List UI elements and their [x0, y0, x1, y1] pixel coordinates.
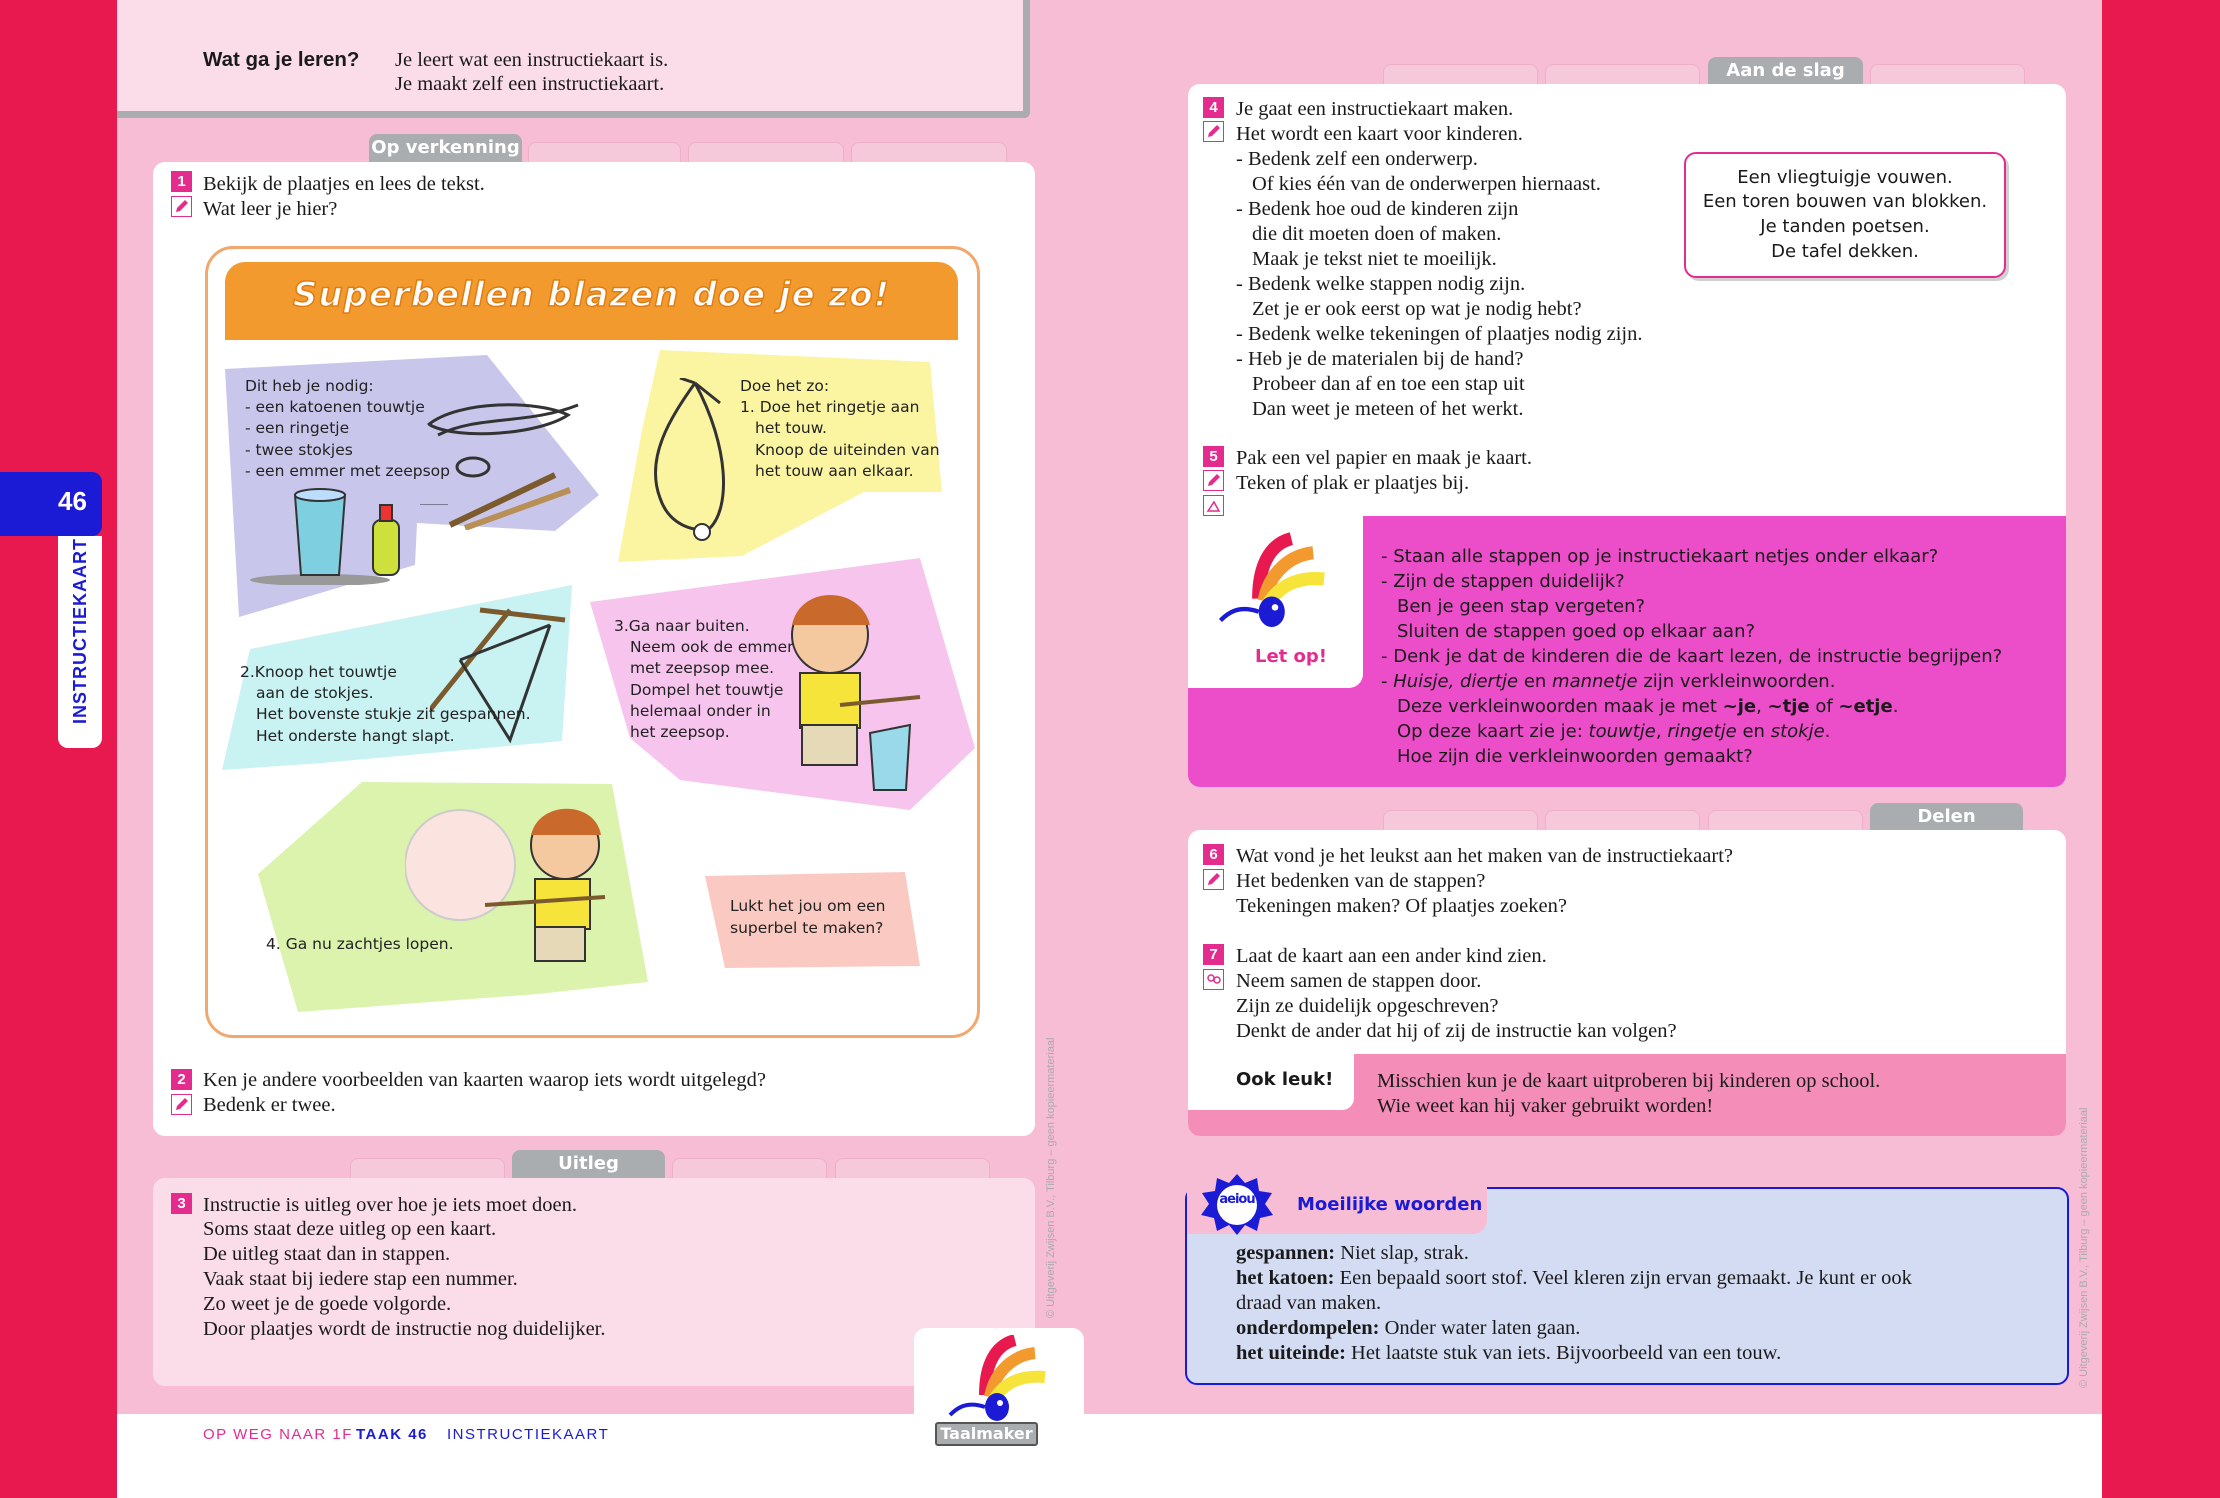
boy-walking-illustration	[405, 795, 635, 995]
word-def: Het laatste stuk van iets. Bijvoorbeeld van een touw.	[1345, 1342, 1782, 1364]
step3-line-2: met zeepsop mee.	[630, 659, 775, 677]
q3-line-0: Instructie is uitleg over hoe je iets moet doen.	[203, 1194, 578, 1216]
topic-1: Een toren bouwen van blokken.	[1702, 191, 1988, 212]
topic-3: De tafel dekken.	[1771, 241, 1919, 262]
q3-line-1: Soms staat deze uitleg op een kaart.	[203, 1218, 497, 1240]
letop-ends-pre: Deze verkleinwoorden maak je met	[1397, 696, 1723, 717]
letop-line-5	[1381, 670, 1835, 695]
tab-delen[interactable]: Delen	[1870, 803, 2023, 833]
tab-aan-de-slag[interactable]: Aan de slag	[1708, 57, 1863, 87]
footer-task: TAAK 46	[356, 1426, 428, 1443]
footer-series: OP WEG NAAR 1F	[203, 1426, 353, 1443]
page-number: 46	[58, 486, 87, 516]
discuss-icon	[1203, 969, 1224, 990]
q7-line-0: Laat de kaart aan een ander kind zien.	[1236, 945, 1547, 967]
taalmaker-logo-icon	[945, 1335, 1055, 1430]
q5-line-2: Teken of plak er plaatjes bij.	[1236, 472, 1470, 494]
tab-empty	[350, 1158, 505, 1180]
tab-empty	[835, 1158, 990, 1180]
badge-7: 7	[1203, 944, 1224, 965]
vowels-letters: aeiou	[1219, 1192, 1255, 1207]
letop-en2: en	[1736, 721, 1771, 742]
letop-line-2: Ben je geen stap vergeten?	[1397, 596, 1646, 617]
tab-empty	[672, 1158, 827, 1180]
side-vertical-label: INSTRUCTIEKAART	[70, 538, 90, 724]
step2-line-3: Het onderste hangt slapt.	[256, 727, 455, 745]
q4-line-6: Maak je tekst niet te moeilijk.	[1252, 248, 1497, 270]
word-0	[1236, 1241, 1469, 1266]
step3-line-5: het zeepsop.	[630, 723, 730, 741]
letop-period: .	[1892, 696, 1899, 717]
letop-tje: ~tje	[1767, 696, 1810, 717]
learn-label: Wat ga je leren?	[203, 48, 360, 71]
letop-label: Let op!	[1255, 646, 1328, 667]
need-line-1: - een katoenen touwtje	[245, 398, 425, 416]
letop-line-0: - Staan alle stappen op je instructiekaart netjes onder elkaar?	[1381, 546, 1939, 567]
word-1	[1236, 1266, 1912, 1291]
letop-line-3: Sluiten de stappen goed op elkaar aan?	[1397, 621, 1756, 642]
q2-line-2: Bedenk er twee.	[203, 1094, 336, 1116]
step3-line-3: Dompel het touwtje	[630, 681, 784, 699]
pencil-icon	[1203, 869, 1224, 890]
topic-2: Je tanden poetsen.	[1760, 216, 1930, 237]
how-line-4: het touw aan elkaar.	[755, 462, 914, 480]
word-def: draad van maken.	[1236, 1292, 1382, 1314]
card-title: Superbellen blazen doe je zo!	[292, 275, 891, 315]
letop-dim-rest: zijn verkleinwoorden.	[1637, 671, 1836, 692]
words-title: Moeilijke woorden	[1297, 1194, 1483, 1215]
pencil-icon	[1203, 121, 1224, 142]
letop-dim1: Huisje, diertje	[1393, 671, 1519, 692]
q4-line-10: - Heb je de materialen bij de hand?	[1236, 348, 1524, 370]
badge-1: 1	[171, 171, 192, 192]
q6-line-1: Het bedenken van de stappen?	[1236, 870, 1486, 892]
q3-line-2: De uitleg staat dan in stappen.	[203, 1243, 451, 1265]
step2-line-2: Het bovenste stukje zit gespannen.	[256, 705, 531, 723]
topic-0: Een vliegtuigje vouwen.	[1737, 167, 1953, 188]
word-def: Onder water laten gaan.	[1379, 1317, 1581, 1339]
letop-mascot-icon	[1215, 530, 1335, 640]
tab-empty	[688, 142, 844, 164]
badge-3: 3	[171, 1193, 192, 1214]
q4-line-1: Het wordt een kaart voor kinderen.	[1236, 123, 1523, 145]
step2-line-1: aan de stokjes.	[256, 684, 374, 702]
letop-line-8: Hoe zijn die verkleinwoorden gemaakt?	[1397, 746, 1753, 767]
step3-line-0: 3.Ga naar buiten.	[614, 617, 750, 635]
how-line-2: het touw.	[755, 419, 827, 437]
q4-line-11: Probeer dan af en toe een stap uit	[1252, 373, 1525, 395]
letop-w1: touwtje	[1588, 721, 1656, 742]
step4-text: 4. Ga nu zachtjes lopen.	[266, 935, 454, 953]
image-icon	[1203, 495, 1224, 516]
pencil-icon	[171, 1094, 192, 1115]
step3-line-4: helemaal onder in	[630, 702, 771, 720]
tab-empty	[1545, 64, 1700, 86]
letop-dim2: mannetje	[1552, 671, 1638, 692]
q6-line-2: Tekeningen maken? Of plaatjes zoeken?	[1236, 895, 1567, 917]
letop-seen-pre: Op deze kaart zie je:	[1397, 721, 1589, 742]
tab-empty	[1383, 810, 1538, 832]
learn-line-1: Je leert wat een instructiekaart is.	[395, 49, 669, 71]
word-term: gespannen:	[1236, 1242, 1336, 1264]
badge-5: 5	[1203, 446, 1224, 467]
tab-empty	[851, 142, 1007, 164]
footer-topic: INSTRUCTIEKAART	[447, 1426, 610, 1443]
need-line-3: - twee stokjes	[245, 441, 353, 459]
letop-comma2: ,	[1655, 721, 1668, 742]
how-line-3: Knoop de uiteinden van	[755, 441, 940, 459]
q4-line-4: - Bedenk hoe oud de kinderen zijn	[1236, 198, 1519, 220]
tab-empty	[1708, 810, 1863, 832]
need-line-4: - een emmer met zeepsop	[245, 462, 450, 480]
step3-line-1: Neem ook de emmer	[630, 638, 794, 656]
word-def: Een bepaald soort stof. Veel kleren zijn ervan gemaakt. Je kunt er ook	[1334, 1267, 1912, 1289]
letop-dash: -	[1381, 671, 1394, 692]
letop-je: ~je	[1722, 696, 1757, 717]
luck-line-0: Lukt het jou om een	[730, 897, 886, 915]
how-line-0: Doe het zo:	[740, 377, 830, 395]
word-3	[1236, 1316, 1580, 1341]
tab-empty	[1545, 810, 1700, 832]
q7-line-3: Denkt de ander dat hij of zij de instructie kan volgen?	[1236, 1020, 1677, 1042]
taalmaker-logo-text: Taalmaker	[935, 1422, 1038, 1446]
letop-en: en	[1518, 671, 1553, 692]
letop-line-4: - Denk je dat de kinderen die de kaart lezen, de instructie begrijpen?	[1381, 646, 2003, 667]
letop-line-6	[1397, 695, 1898, 720]
word-term: onderdompelen:	[1236, 1317, 1380, 1339]
bucket-illustration	[245, 480, 420, 585]
ookleuk-line-2: Wie weet kan hij vaker gebruikt worden!	[1377, 1095, 1714, 1117]
badge-6: 6	[1203, 844, 1224, 865]
learn-line-2: Je maakt zelf een instructiekaart.	[395, 73, 665, 95]
badge-2: 2	[171, 1069, 192, 1090]
tab-uitleg[interactable]: Uitleg	[512, 1150, 665, 1180]
tab-empty	[1383, 64, 1538, 86]
copyright-right: © Uitgeverij Zwijsen B.V., Tilburg – geen kopieermateriaal	[2078, 1107, 2090, 1388]
badge-4: 4	[1203, 97, 1224, 118]
q1-line-1: Bekijk de plaatjes en lees de tekst.	[203, 173, 485, 195]
q4-line-8: Zet je er ook eerst op wat je nodig hebt?	[1252, 298, 1582, 320]
q4-line-3: Of kies één van de onderwerpen hiernaast.	[1252, 173, 1601, 195]
letop-w2: ringetje	[1667, 721, 1737, 742]
q1-line-2: Wat leer je hier?	[203, 198, 338, 220]
letop-w3: stokje	[1770, 721, 1825, 742]
q4-line-9: - Bedenk welke tekeningen of plaatjes nodig zijn.	[1236, 323, 1643, 345]
q2-line-1: Ken je andere voorbeelden van kaarten waarop iets wordt uitgelegd?	[203, 1069, 766, 1091]
pencil-icon	[1203, 470, 1224, 491]
string-loop-illustration	[640, 378, 740, 548]
ookleuk-line-1: Misschien kun je de kaart uitproberen bij kinderen op school.	[1377, 1070, 1881, 1092]
q4-line-0: Je gaat een instructiekaart maken.	[1236, 98, 1514, 120]
q5-line-1: Pak een vel papier en maak je kaart.	[1236, 447, 1532, 469]
letop-period2: .	[1824, 721, 1831, 742]
copyright-left: © Uitgeverij Zwijsen B.V., Tilburg – geen kopieermateriaal	[1045, 1037, 1057, 1318]
q4-line-7: - Bedenk welke stappen nodig zijn.	[1236, 273, 1526, 295]
tab-op-verkenning[interactable]: Op verkenning	[369, 134, 522, 164]
q4-line-2: - Bedenk zelf een onderwerp.	[1236, 148, 1478, 170]
q7-line-1: Neem samen de stappen door.	[1236, 970, 1482, 992]
letop-line-1: - Zijn de stappen duidelijk?	[1381, 571, 1625, 592]
tab-empty	[528, 142, 681, 164]
need-line-2: - een ringetje	[245, 419, 350, 437]
q3-line-5: Door plaatjes wordt de instructie nog duidelijker.	[203, 1318, 606, 1340]
letop-line-7	[1397, 720, 1830, 745]
q7-line-2: Zijn ze duidelijk opgeschreven?	[1236, 995, 1499, 1017]
ookleuk-label: Ook leuk!	[1236, 1069, 1334, 1090]
tab-empty	[1870, 64, 2025, 86]
how-line-1: 1. Doe het ringetje aan	[740, 398, 920, 416]
need-line-0: Dit heb je nodig:	[245, 377, 374, 395]
pencil-icon	[171, 196, 192, 217]
word-2	[1236, 1291, 1381, 1316]
letop-etje: ~etje	[1838, 696, 1893, 717]
word-def: Niet slap, strak.	[1335, 1242, 1469, 1264]
luck-line-1: superbel te maken?	[730, 919, 884, 937]
step2-line-0: 2.Knoop het touwtje	[240, 663, 397, 681]
word-term: het uiteinde:	[1236, 1342, 1346, 1364]
sticks-illustration	[445, 470, 575, 530]
word-term: het katoen:	[1236, 1267, 1335, 1289]
q4-line-12: Dan weet je meteen of het werkt.	[1252, 398, 1524, 420]
q3-line-4: Zo weet je de goede volgorde.	[203, 1293, 452, 1315]
word-4	[1236, 1341, 1781, 1366]
q6-line-0: Wat vond je het leukst aan het maken van de instructiekaart?	[1236, 845, 1733, 867]
q3-line-3: Vaak staat bij iedere stap een nummer.	[203, 1268, 518, 1290]
letop-of: of	[1809, 696, 1839, 717]
letop-comma: ,	[1756, 696, 1768, 717]
q4-line-5: die dit moeten doen of maken.	[1252, 223, 1502, 245]
